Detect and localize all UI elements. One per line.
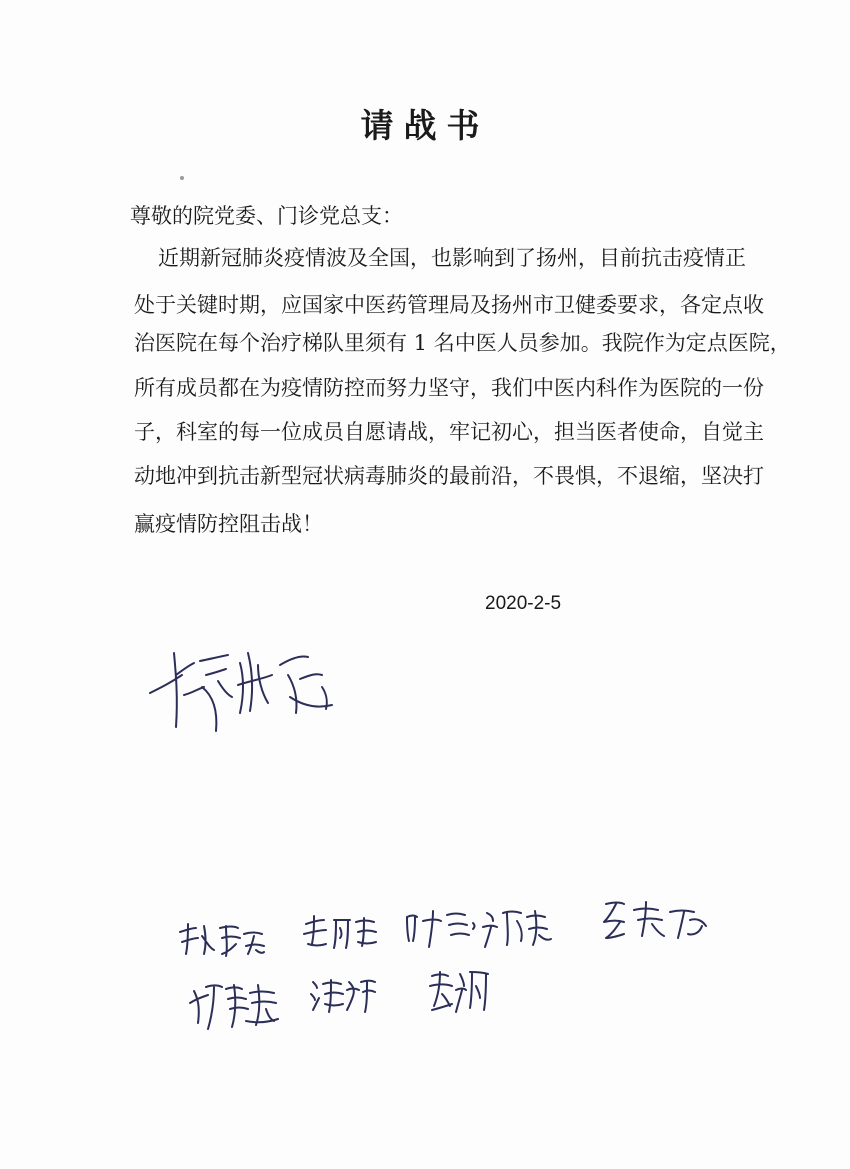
body-line-1: 近期新冠肺炎疫情波及全国，也影响到了扬州，目前抗击疫情正 — [158, 246, 746, 270]
body-line-3: 治医院在每个治疗梯队里须有 1 名中医人员参加。我院作为定点医院， — [134, 331, 791, 355]
letter-date: 2020-2-5 — [485, 593, 562, 614]
member-signature-5 — [186, 975, 286, 1035]
lead-signature — [140, 635, 350, 740]
member-signature-3 — [403, 903, 558, 953]
paper-speck — [180, 176, 184, 180]
member-signature-7 — [426, 966, 494, 1016]
salutation: 尊敬的院党委、门诊党总支： — [130, 204, 403, 228]
body-line-2: 处于关键时期，应国家中医药管理局及扬州市卫健委要求，各定点收 — [134, 293, 764, 317]
member-signature-1 — [176, 918, 268, 960]
body-line-7: 赢疫情防控阻击战！ — [134, 512, 323, 536]
member-signature-2 — [300, 912, 380, 954]
letter-title: 请战书 — [360, 106, 490, 145]
member-signature-6 — [309, 974, 379, 1016]
member-signature-4 — [598, 896, 713, 944]
body-line-5: 子，科室的每一位成员自愿请战，牢记初心，担当医者使命，自觉主 — [134, 420, 764, 444]
body-line-4: 所有成员都在为疫情防控而努力坚守，我们中医内科作为医院的一份 — [134, 376, 764, 400]
body-line-6: 动地冲到抗击新型冠状病毒肺炎的最前沿，不畏惧，不退缩，坚决打 — [134, 464, 764, 488]
